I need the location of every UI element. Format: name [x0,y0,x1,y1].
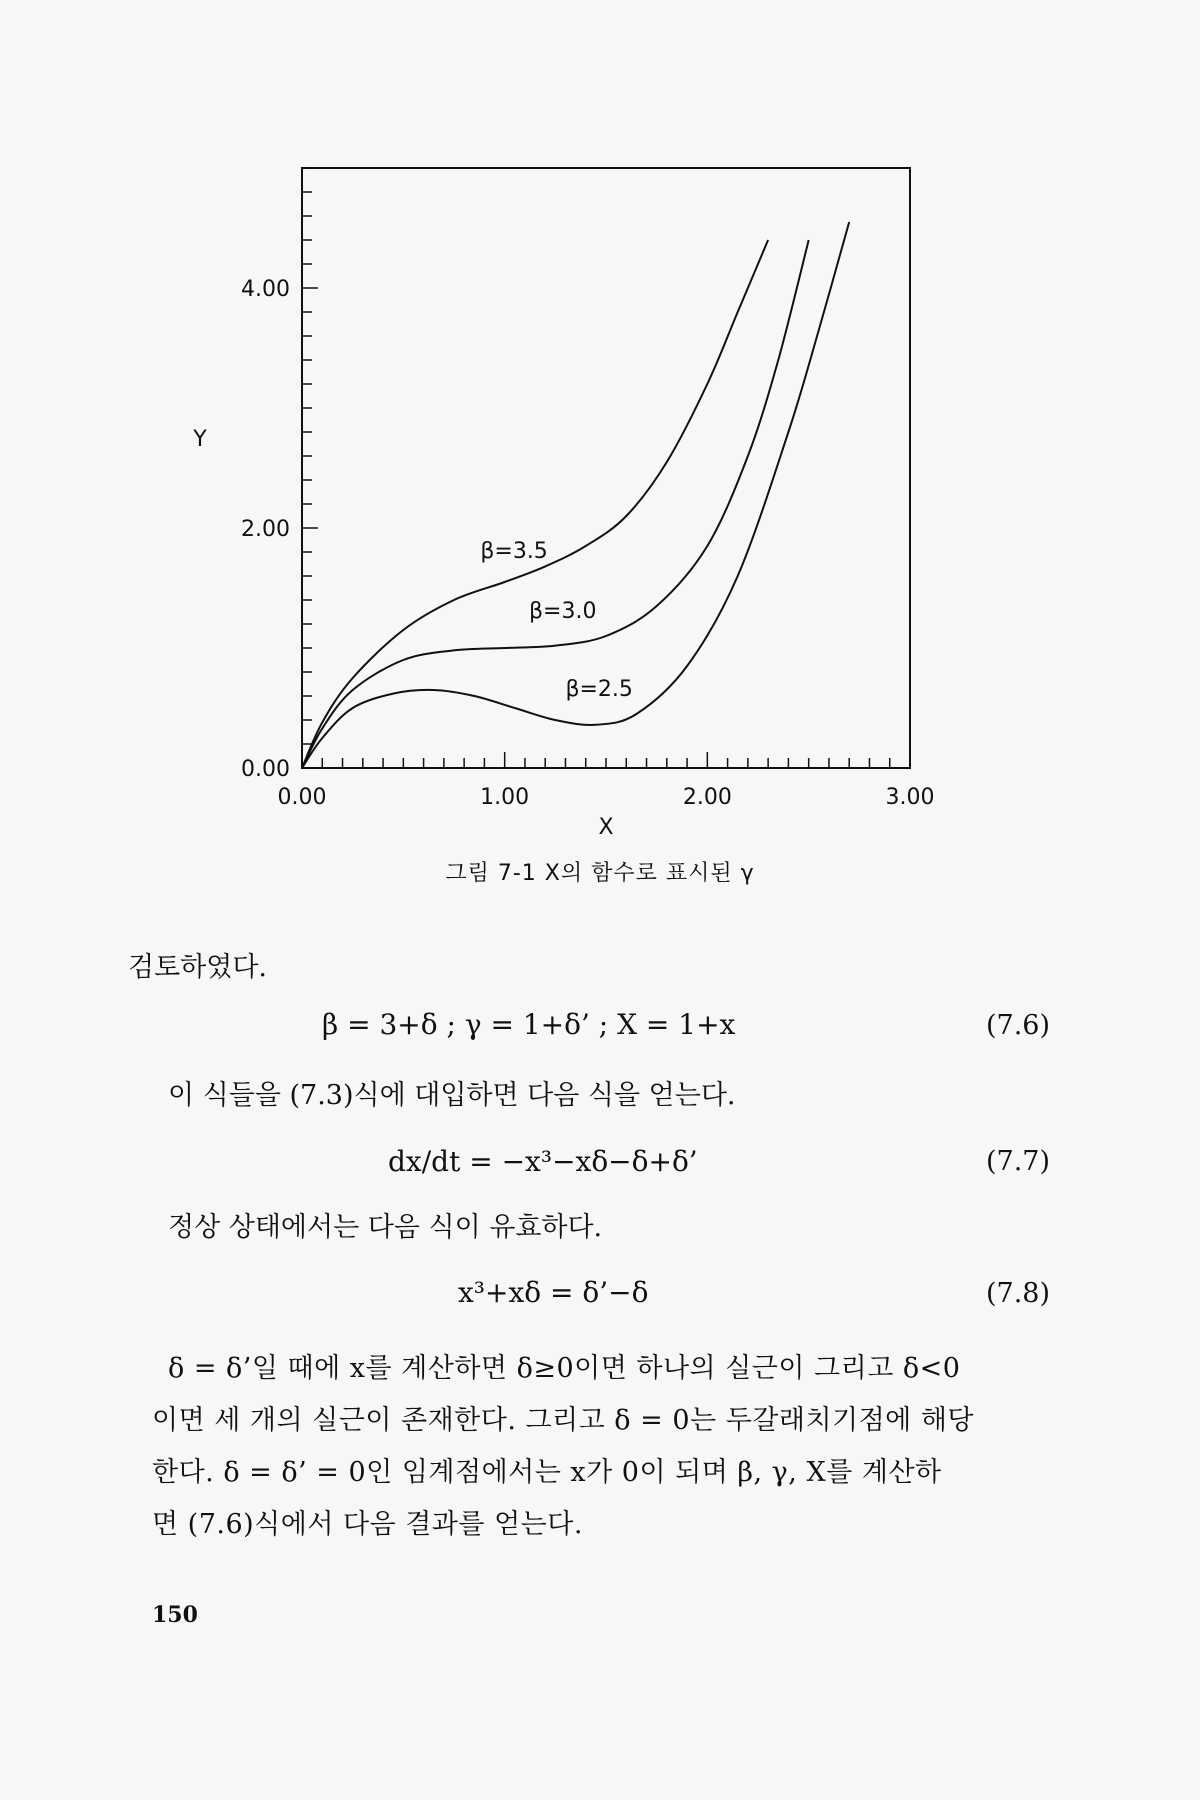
series-line-1 [302,240,768,768]
series-label-3: β=2.5 [565,677,633,702]
paragraph-line-1: δ = δ’일 때에 x를 계산하면 δ≥0이면 하나의 실근이 그리고 δ<0 [168,1353,961,1384]
equation-7-7: dx/dt = −x³−xδ−δ+δ’ [388,1145,698,1178]
figure-caption: 그림 7-1 X의 함수로 표시된 γ [445,861,755,886]
text-line-2: 이 식들을 (7.3)식에 대입하면 다음 식을 얻는다. [168,1080,736,1111]
series-label-1: β=3.5 [480,539,548,564]
equation-number-7-7: (7.7) [985,1146,1050,1177]
series-line-2 [302,240,809,768]
x-tick-label: 0.00 [277,785,327,810]
x-axis-label: X [598,815,614,840]
y-tick-label: 2.00 [241,517,290,542]
paragraph-line-3: 한다. δ = δ’ = 0인 임계점에서는 x가 0이 되며 β, γ, X를 계산하 [152,1457,942,1488]
y-tick-label: 4.00 [241,277,290,302]
text-line-1: 검토하였다. [128,952,267,983]
text-line-3: 정상 상태에서는 다음 식이 유효하다. [168,1212,603,1243]
equation-number-7-8: (7.8) [985,1278,1050,1309]
y-axis-label: Y [193,427,207,452]
page-number: 150 [152,1602,198,1628]
x-tick-label: 1.00 [480,785,530,810]
series-label-2: β=3.0 [528,599,597,624]
equation-number-7-6: (7.6) [985,1010,1050,1041]
equation-7-6: β = 3+δ ; γ = 1+δ’ ; X = 1+x [322,1008,736,1041]
x-tick-label: 3.00 [885,785,935,810]
equation-7-8: x³+xδ = δ’−δ [458,1276,649,1309]
paragraph-line-2: 이면 세 개의 실근이 존재한다. 그리고 δ = 0는 두갈래치기점에 해당 [152,1405,975,1436]
paragraph-line-4: 면 (7.6)식에서 다음 결과를 얻는다. [152,1509,583,1540]
y-tick-label: 0.00 [241,757,290,782]
x-tick-label: 2.00 [682,785,732,810]
